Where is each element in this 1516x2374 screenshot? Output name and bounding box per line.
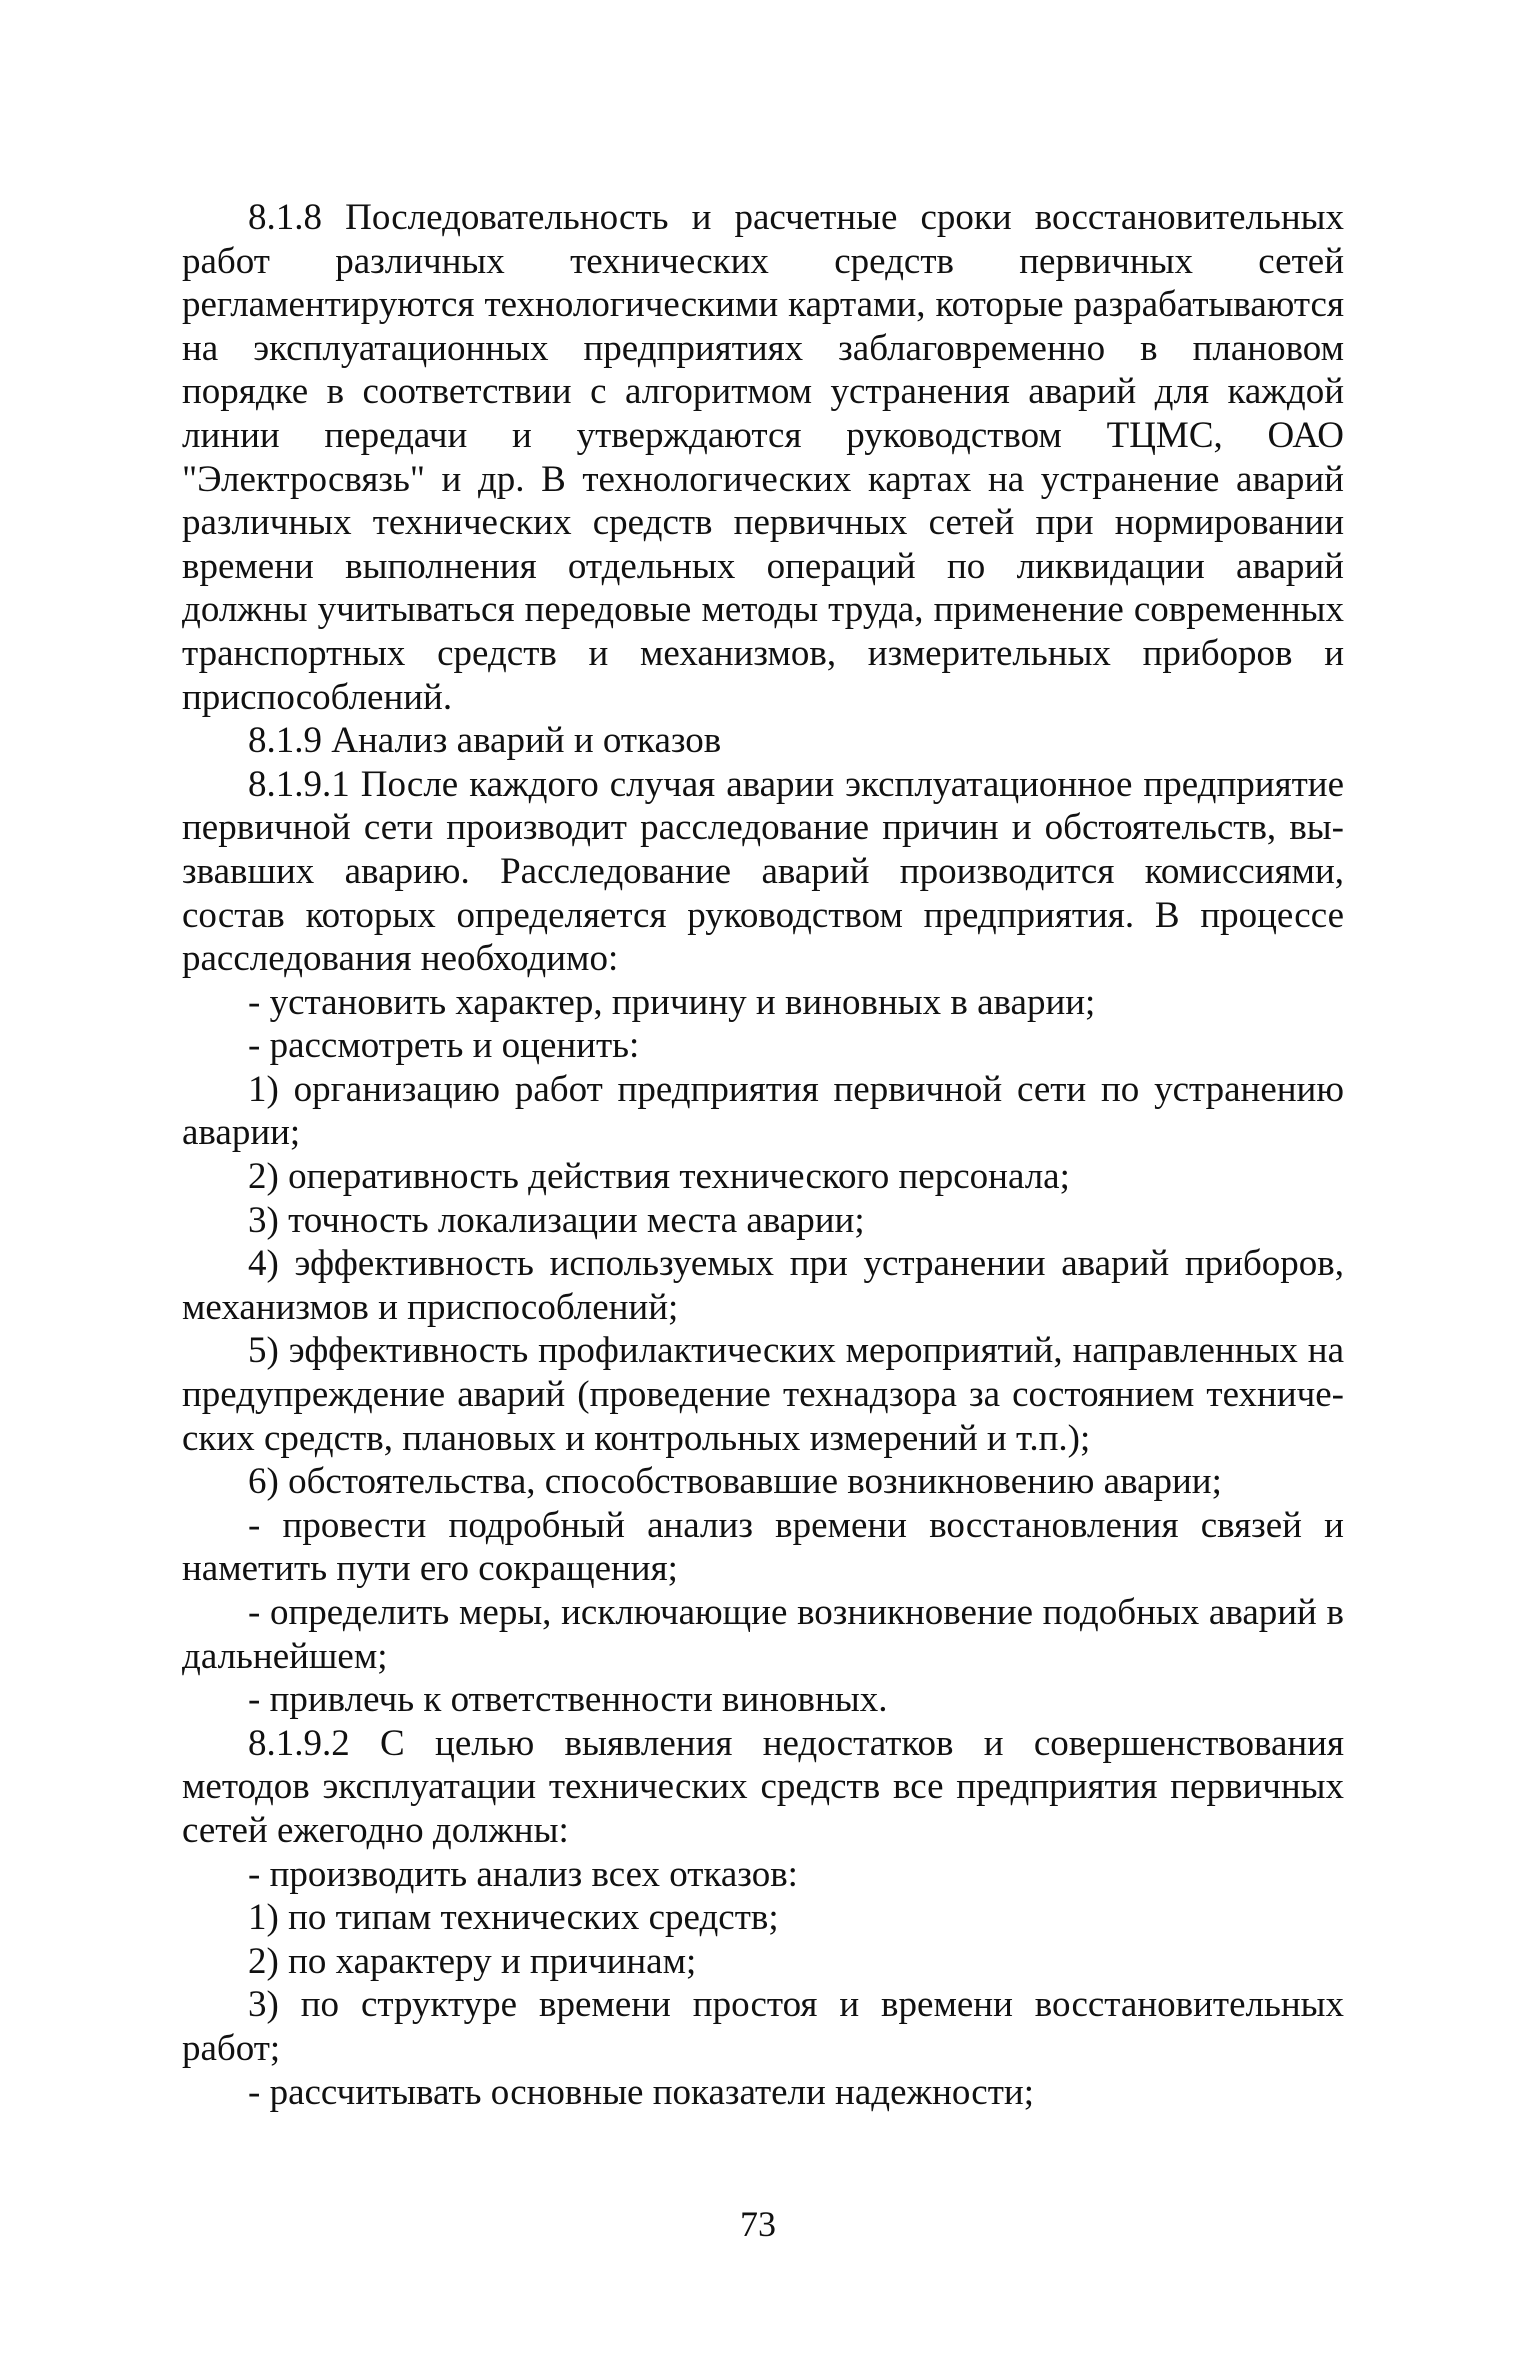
list-item: - привлечь к ответственности виновных. (248, 1679, 888, 1721)
body-text (182, 196, 1344, 2114)
list-item: - провести подробный анализ времени восстановления связей и наметить пути его сокращения; (182, 1504, 1344, 1590)
list-item: - рассмотреть и оценить: (248, 1025, 640, 1067)
list-item: - производить анализ всех отказов: (248, 1853, 798, 1895)
list-item-numbered: 1) организацию работ предприятия первичной сети по устранению аварии; (182, 1068, 1344, 1154)
list-item-numbered: 2) по характеру и причинам; (248, 1940, 697, 1982)
list-item-numbered: 4) эффективность используемых при устранении аварий приборов, механизмов и приспособлений; (182, 1243, 1344, 1328)
section-heading-8-1-9: 8.1.9 Анализ аварий и отказов (248, 720, 722, 762)
paragraph-8-1-9-2: 8.1.9.2 С целью выявления недостатков и совершенствования методов эксплуатации технических средств все предприятия первичных сетей ежегодно должны: (182, 1722, 1344, 1851)
list-item: - определить меры, исключающие возникновение подобных аварий в дальнейшем; (182, 1592, 1344, 1677)
list-item: - рассчитывать основные показатели надежности; (248, 2071, 1034, 2113)
paragraph-8-1-9-1: 8.1.9.1 После каждого случая аварии эксплуатационное предприятие первичной сети производит расследование причин и обстоятельств, вызвавших аварию. Расследование аварий производится комиссиями, состав которых определяется руководством предприятия. В процессе расследования необходимо: (182, 763, 1344, 980)
list-item-numbered: 3) по структуре времени простоя и времени восстановительных работ; (182, 1984, 1344, 2069)
list-item-numbered: 2) оперативность действия технического персонала; (248, 1156, 1070, 1198)
list-item: - установить характер, причину и виновных в аварии; (248, 981, 1096, 1023)
paragraph-8-1-8: 8.1.8 Последовательность и расчетные сроки восстановительных работ различных технических средств первичных сетей регламентируются технологическими картами, которые разрабатываются на эксплуатационных предприятиях заблаговременно в плановом порядке в соответствии с алгоритмом устранения аварий для каждой линии передачи и утверждаются руководством ТЦМС, ОАО "Электросвязь" и др. В технологических картах на устранение аварий различных технических средств первичных сетей при нормировании времени выполнения отдельных операций по ликвидации аварий должны учитываться передовые методы труда, применение современных транспортных средств и механизмов, измерительных приборов и приспособлений. (182, 197, 1344, 718)
list-item-numbered: 1) по типам технических средств; (248, 1897, 779, 1939)
page-number: 73 (740, 2204, 776, 2244)
list-item-numbered: 3) точность локализации места аварии; (248, 1199, 865, 1241)
list-item-numbered: 6) обстоятельства, способствовавшие возникновению аварии; (248, 1461, 1222, 1503)
list-item-numbered: 5) эффективность профилактических мероприятий, направленных на предупреждение аварий (проведение технадзора за состоянием технических средств, плановых и контрольных измерений и т.п.); (182, 1330, 1344, 1459)
